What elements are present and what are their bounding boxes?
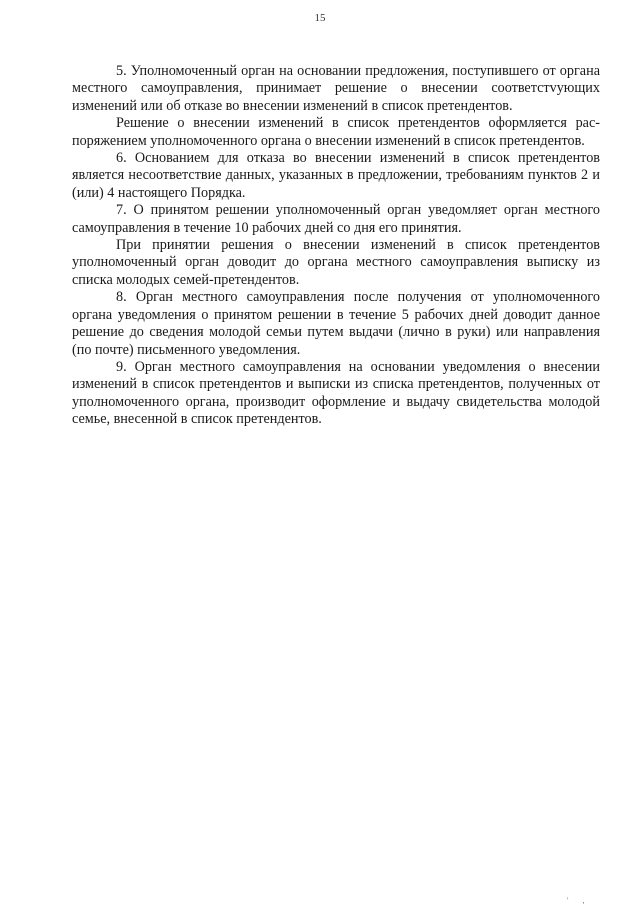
page-number: 15 (314, 12, 326, 24)
paragraph-item-8: 8. Орган местного самоуправления после получения от уполномоченного органа уведомления о принятом решении в течение 5 рабочих дней доводит данное решение до сведения молодой семьи путем выдачи (лично в руки) или направления (по почте) письменного уведомления. (72, 289, 600, 358)
scan-mark: ' , (567, 896, 591, 905)
paragraph-extract-notice: При принятии решения о внесении изменений в список претендентов уполномоченный орган доводит до органа местного самоуправления выписку из списка молодых семей-претендентов. (72, 237, 600, 288)
paragraph-item-6: 6. Основанием для отказа во внесении изменений в список претендентов является несоответствие данных, указанных в предложении, требованиям пунктов 2 и (или) 4 настоящего Порядка. (72, 150, 600, 201)
paragraph-decision-order: Решение о внесении изменений в список претендентов оформляется распоряжением уполномоченного органа о внесении изменений в список претендентов. (72, 115, 600, 149)
paragraph-item-9: 9. Орган местного самоуправления на основании уведомления о внесении изменений в список претендентов и выписки из списка претендентов, полученных от уполномоченного органа, производит оформление и выдачу свидетельства молодой семье, внесенной в список претендентов. (72, 358, 600, 428)
paragraph-item-5: 5. Уполномоченный орган на основании предложения, поступившего от органа местного самоуправления, принимает решение о внесении соответстvующих изменений или об отказе во внесении изменений в список претендентов. (72, 63, 600, 114)
paragraph-item-7: 7. О принятом решении уполномоченный орган уведомляет орган местного самоуправления в течение 10 рабочих дней со дня его принятия. (72, 202, 600, 236)
document-body (72, 63, 600, 429)
